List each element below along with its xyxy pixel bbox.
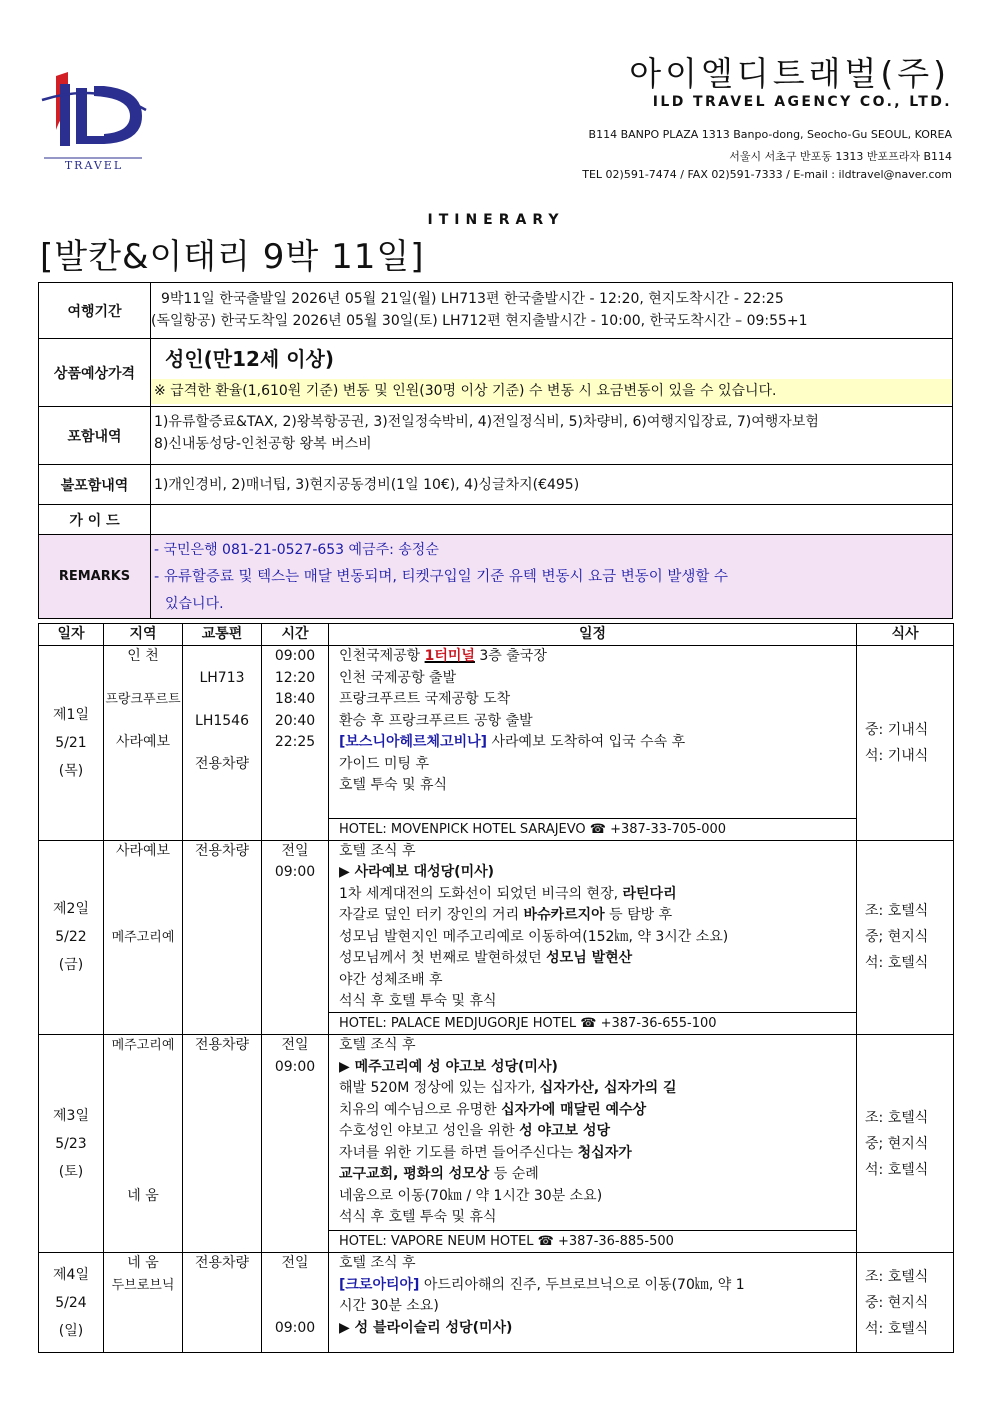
plan-text: 자갈로 덮인 터키 장인의 거리 bbox=[339, 907, 524, 923]
transport-name: 전용차량 bbox=[194, 755, 250, 772]
day-label: 제4일 bbox=[53, 1266, 89, 1283]
header-meal: 식사 bbox=[857, 624, 954, 646]
transport-name bbox=[183, 1121, 261, 1143]
header-plan: 일정 bbox=[329, 624, 857, 646]
excluded-text: 1)개인경비, 2)매너팁, 3)현지공동경비(1일 10€), 4)싱글차지(€495) bbox=[154, 476, 580, 493]
time-value: 18:40 bbox=[274, 691, 316, 707]
period-row bbox=[39, 283, 953, 339]
company-name-korean: 아이엘디트래벌(주) bbox=[629, 54, 950, 93]
day-cell bbox=[39, 646, 104, 841]
schedule-body bbox=[39, 646, 954, 1353]
meal-item: 조: 호텔식 bbox=[865, 1268, 929, 1285]
plan-highlight: 성모님 발현산 bbox=[546, 950, 633, 966]
region-name bbox=[104, 1296, 182, 1318]
plan-line bbox=[329, 732, 856, 754]
remarks-line-1: - 국민은행 081-21-0527-653 예금주: 송정순 bbox=[154, 542, 439, 558]
time-value bbox=[262, 797, 328, 819]
time-value bbox=[262, 905, 328, 927]
meal-item: 조: 호텔식 bbox=[865, 903, 929, 920]
region-name bbox=[104, 884, 182, 906]
region-name: 네 움 bbox=[127, 1255, 159, 1271]
region-name bbox=[104, 797, 182, 819]
plan-line bbox=[329, 884, 856, 906]
plan-text: 성모님 발현지인 메주고리예로 이동하여(152㎞, 약 3시간 소요) bbox=[339, 928, 729, 945]
day-label: (일) bbox=[58, 1322, 84, 1339]
time-value: 전일 bbox=[281, 842, 309, 859]
region-name bbox=[104, 905, 182, 927]
price-notice: ※ 급격한 환율(1,610원 기준) 변동 및 인원(30명 이상 기준) 수 변동 시 요금변동이 있을 수 있습니다. bbox=[151, 379, 952, 404]
plan-text: 등 탐방 후 bbox=[604, 907, 673, 923]
plan-text: 가이드 미팅 후 bbox=[339, 755, 430, 772]
transport-name bbox=[183, 1296, 261, 1318]
transport-name bbox=[183, 927, 261, 949]
time-value: 전일 bbox=[281, 1255, 309, 1271]
plan-line bbox=[329, 668, 856, 690]
time-value bbox=[262, 1078, 328, 1100]
logo-subtext: TRAVEL bbox=[64, 159, 124, 172]
schedule-day-row bbox=[39, 1035, 954, 1253]
transport-name: LH1546 bbox=[195, 712, 249, 729]
plan-text: 치유의 예수님으로 유명한 bbox=[339, 1101, 502, 1118]
plan-text: 석식 후 호텔 투숙 및 휴식 bbox=[339, 993, 497, 1009]
plan-line bbox=[329, 1035, 856, 1057]
time-value: 20:40 bbox=[274, 712, 316, 729]
plan-highlight: ▶ 성 블라이슬리 성당(미사) bbox=[339, 1319, 513, 1336]
included-line-1: 1)유류할증료&TAX, 2)왕복항공권, 3)전일정숙박비, 4)전일정식비, 5)차량비, 6)여행지입장료, 7)여행자보험 bbox=[154, 414, 819, 430]
plan-line bbox=[329, 1253, 856, 1275]
region-name bbox=[104, 948, 182, 970]
region-cell bbox=[104, 1253, 183, 1353]
time-cell bbox=[262, 1253, 329, 1353]
plan-line bbox=[329, 948, 856, 970]
time-value bbox=[262, 754, 328, 776]
transport-name bbox=[183, 1078, 261, 1100]
time-value bbox=[262, 775, 328, 797]
meal-cell bbox=[857, 646, 954, 841]
plan-text: 네움으로 이동(70㎞ / 약 1시간 30분 소요) bbox=[339, 1187, 603, 1204]
transport-cell bbox=[183, 840, 262, 1035]
transport-name bbox=[183, 884, 261, 906]
time-cell bbox=[262, 1035, 329, 1253]
plan-highlight: ▶ 사라예보 대성당(미사) bbox=[339, 864, 495, 880]
region-name bbox=[104, 668, 182, 690]
plan-highlight: 십자가에 매달린 예수상 bbox=[501, 1101, 647, 1118]
plan-line bbox=[329, 1207, 856, 1229]
plan-line bbox=[329, 841, 856, 863]
time-value bbox=[262, 970, 328, 992]
transport-name bbox=[183, 862, 261, 884]
guide-row bbox=[39, 505, 953, 535]
plan-text: 사라예보 도착하여 입국 수속 후 bbox=[487, 734, 686, 750]
region-name bbox=[104, 991, 182, 1013]
page-title: [발칸&이태리 9박 11일] bbox=[40, 237, 425, 277]
meal-item: 석: 호텔식 bbox=[865, 1161, 929, 1178]
plan-text: 야간 성체조배 후 bbox=[339, 971, 443, 988]
trip-info-table bbox=[38, 282, 953, 619]
period-label: 여행기간 bbox=[39, 283, 151, 339]
meal-cell bbox=[857, 1035, 954, 1253]
price-label: 상품예상가격 bbox=[39, 339, 151, 407]
hotel-info: HOTEL: MOVENPICK HOTEL SARAJEVO ☎ +387-33-705-000 bbox=[329, 818, 856, 840]
plan-cell bbox=[329, 646, 857, 841]
day-label: 5/24 bbox=[55, 1294, 87, 1311]
plan-text: 인천 국제공항 출발 bbox=[339, 669, 457, 686]
day-label: (목) bbox=[58, 762, 84, 779]
region-name bbox=[104, 775, 182, 797]
region-name: 메주고리예 bbox=[111, 929, 175, 945]
region-name bbox=[104, 970, 182, 992]
plan-terminal: 1터미널 bbox=[424, 648, 475, 664]
company-address-english: B114 BANPO PLAZA 1313 Banpo-dong, Seocho-Gu SEOUL, KOREA bbox=[588, 128, 952, 141]
meal-cell bbox=[857, 1253, 954, 1353]
meal-cell bbox=[857, 840, 954, 1035]
included-row bbox=[39, 407, 953, 465]
schedule-day-row bbox=[39, 646, 954, 841]
time-value bbox=[262, 1296, 328, 1318]
region-name bbox=[104, 1057, 182, 1079]
plan-line bbox=[329, 1121, 856, 1143]
remarks-line-2: - 유류할증료 및 텍스는 매달 변동되며, 티켓구입일 기준 유텍 변동시 요금 변동이 발생할 수 bbox=[154, 569, 729, 585]
time-cell bbox=[262, 840, 329, 1035]
transport-name bbox=[183, 1100, 261, 1122]
region-name bbox=[104, 1164, 182, 1186]
transport-name bbox=[183, 1143, 261, 1165]
remarks-label: REMARKS bbox=[39, 535, 151, 619]
region-name bbox=[104, 754, 182, 776]
transport-name bbox=[183, 1186, 261, 1208]
plan-highlight: 바슈카르지아 bbox=[523, 907, 605, 923]
plan-text: 호텔 조식 후 bbox=[339, 1037, 416, 1053]
meal-item: 석: 호텔식 bbox=[865, 955, 929, 972]
hotel-info: HOTEL: VAPORE NEUM HOTEL ☎ +387-36-885-500 bbox=[329, 1230, 856, 1252]
guide-label: 가 이 드 bbox=[39, 505, 151, 535]
plan-text: 성모님께서 첫 번째로 발현하셨던 bbox=[339, 950, 547, 966]
meal-item: 석: 기내식 bbox=[865, 747, 929, 764]
plan-country-label: [보스니아헤르체고비나] bbox=[339, 734, 488, 750]
company-contact: TEL 02)591-7474 / FAX 02)591-7333 / E-mail : ildtravel@naver.com bbox=[582, 168, 952, 181]
transport-name bbox=[183, 775, 261, 797]
transport-name: 전용차량 bbox=[194, 842, 250, 859]
plan-lines bbox=[329, 1253, 856, 1339]
time-value: 09:00 bbox=[274, 864, 316, 880]
ild-logo bbox=[38, 70, 150, 172]
plan-line bbox=[329, 689, 856, 711]
plan-line bbox=[329, 905, 856, 927]
time-value bbox=[262, 1121, 328, 1143]
plan-cell bbox=[329, 1035, 857, 1253]
plan-lines bbox=[329, 1035, 856, 1229]
region-name: 네 움 bbox=[127, 1187, 159, 1204]
region-name: 프랑크푸르트 bbox=[105, 692, 181, 707]
region-name bbox=[104, 711, 182, 733]
region-name bbox=[104, 1318, 182, 1340]
day-label: 5/23 bbox=[55, 1135, 87, 1152]
region-cell bbox=[104, 646, 183, 841]
plan-line bbox=[329, 1275, 856, 1297]
plan-text: 호텔 투숙 및 휴식 bbox=[339, 777, 448, 793]
plan-line bbox=[329, 862, 856, 884]
schedule-day-row bbox=[39, 840, 954, 1035]
header-time: 시간 bbox=[262, 624, 329, 646]
plan-highlight: 교구교회, 평화의 성모상 bbox=[339, 1166, 490, 1182]
plan-line bbox=[329, 1296, 856, 1318]
transport-name bbox=[183, 646, 261, 668]
transport-cell bbox=[183, 646, 262, 841]
included-line-2: 8)신내동성당-인천공항 왕복 버스비 bbox=[154, 436, 372, 452]
plan-highlight: 십자가산, 십자가의 길 bbox=[539, 1080, 677, 1096]
transport-cell bbox=[183, 1253, 262, 1353]
plan-line bbox=[329, 1100, 856, 1122]
plan-line bbox=[329, 927, 856, 949]
period-line-2: (독일항공) 한국도착일 2026년 05월 30일(토) LH712편 현지출발시간 - 10:00, 한국도착시간 – 09:55+1 bbox=[151, 313, 808, 329]
region-cell bbox=[104, 1035, 183, 1253]
transport-name bbox=[183, 1275, 261, 1297]
transport-name bbox=[183, 1318, 261, 1340]
itinerary-label: ITINERARY bbox=[427, 212, 565, 228]
plan-text: 호텔 조식 후 bbox=[339, 842, 416, 859]
meal-item: 석: 호텔식 bbox=[865, 1320, 929, 1337]
plan-line bbox=[329, 754, 856, 776]
transport-name bbox=[183, 905, 261, 927]
day-label: (금) bbox=[58, 957, 84, 974]
transport-name bbox=[183, 732, 261, 754]
plan-line bbox=[329, 646, 856, 668]
hotel-info: HOTEL: PALACE MEDJUGORJE HOTEL ☎ +387-36-655-100 bbox=[329, 1012, 856, 1034]
plan-line bbox=[329, 775, 856, 797]
region-name bbox=[104, 1013, 182, 1035]
region-name bbox=[104, 1100, 182, 1122]
plan-text: 환승 후 프랑크푸르트 공항 출발 bbox=[339, 712, 533, 729]
plan-line bbox=[329, 1164, 856, 1186]
region-name bbox=[104, 1078, 182, 1100]
region-cell bbox=[104, 840, 183, 1035]
day-label: 제1일 bbox=[53, 706, 89, 723]
plan-text: 아드리아해의 진주, 두브로브닉으로 이동(70㎞, 약 1 bbox=[419, 1276, 745, 1293]
price-title: 성인(만12세 이상) bbox=[165, 347, 334, 371]
meal-item: 중; 현지식 bbox=[865, 1135, 929, 1152]
schedule-header-row bbox=[39, 624, 954, 646]
time-cell bbox=[262, 646, 329, 841]
plan-country-label: [크로아티아] bbox=[339, 1276, 420, 1293]
day-cell bbox=[39, 1035, 104, 1253]
time-value bbox=[262, 1275, 328, 1297]
time-value bbox=[262, 1143, 328, 1165]
excluded-label: 불포함내역 bbox=[39, 465, 151, 505]
time-value bbox=[262, 1164, 328, 1186]
transport-name bbox=[183, 1013, 261, 1035]
region-name: 사라예보 bbox=[115, 842, 171, 859]
meal-item: 중: 현지식 bbox=[865, 1294, 929, 1311]
time-value bbox=[262, 927, 328, 949]
plan-line bbox=[329, 1318, 856, 1340]
plan-text: 1차 세계대전의 도화선이 되었던 비극의 현장, bbox=[339, 885, 623, 902]
plan-text: 수호성인 야보고 성인을 위한 bbox=[339, 1123, 520, 1139]
region-name bbox=[104, 1207, 182, 1229]
time-value bbox=[262, 1186, 328, 1208]
time-value: 전일 bbox=[281, 1037, 309, 1053]
meal-item: 조: 호텔식 bbox=[865, 1109, 929, 1126]
time-value bbox=[262, 991, 328, 1013]
time-value: 09:00 bbox=[274, 1319, 316, 1336]
transport-name: LH713 bbox=[199, 669, 245, 686]
schedule-day-row bbox=[39, 1253, 954, 1353]
plan-lines bbox=[329, 646, 856, 797]
transport-name bbox=[183, 797, 261, 819]
plan-text: 인천국제공항 bbox=[339, 648, 425, 664]
plan-cell bbox=[329, 840, 857, 1035]
meal-item: 중: 기내식 bbox=[865, 721, 929, 738]
time-value bbox=[262, 948, 328, 970]
day-cell bbox=[39, 840, 104, 1035]
transport-name bbox=[183, 818, 261, 840]
schedule-table bbox=[38, 623, 954, 1353]
plan-line bbox=[329, 1078, 856, 1100]
time-value: 09:00 bbox=[274, 1058, 316, 1075]
plan-text: 프랑크푸르트 국제공항 도착 bbox=[339, 691, 511, 707]
day-cell bbox=[39, 1253, 104, 1353]
plan-line bbox=[329, 970, 856, 992]
time-value bbox=[262, 884, 328, 906]
time-value: 22:25 bbox=[274, 734, 316, 750]
header-transport: 교통편 bbox=[183, 624, 262, 646]
region-name bbox=[104, 818, 182, 840]
region-name: 메주고리예 bbox=[111, 1038, 175, 1053]
plan-line bbox=[329, 1186, 856, 1208]
meal-item: 중; 현지식 bbox=[865, 929, 929, 946]
plan-highlight: ▶ 메주고리예 성 야고보 성당(미사) bbox=[339, 1058, 558, 1075]
company-name-english: ILD TRAVEL AGENCY CO., LTD. bbox=[652, 94, 952, 110]
time-value: 12:20 bbox=[274, 669, 316, 686]
transport-name bbox=[183, 970, 261, 992]
region-name: 두브로브닉 bbox=[111, 1277, 175, 1293]
region-name bbox=[104, 1121, 182, 1143]
day-label: (토) bbox=[58, 1163, 84, 1180]
plan-text: 호텔 조식 후 bbox=[339, 1255, 416, 1271]
transport-name bbox=[183, 948, 261, 970]
time-value: 09:00 bbox=[274, 648, 316, 664]
transport-name bbox=[183, 1164, 261, 1186]
region-name: 인 천 bbox=[127, 648, 159, 664]
transport-name: 전용차량 bbox=[194, 1037, 250, 1053]
plan-text: 자녀를 위한 기도를 하면 들어주신다는 bbox=[339, 1144, 578, 1161]
transport-name bbox=[183, 991, 261, 1013]
transport-cell bbox=[183, 1035, 262, 1253]
transport-name: 전용차량 bbox=[194, 1255, 250, 1271]
included-label: 포함내역 bbox=[39, 407, 151, 465]
remarks-row bbox=[39, 535, 953, 619]
transport-name bbox=[183, 1207, 261, 1229]
remarks-line-3: 있습니다. bbox=[165, 596, 224, 612]
time-value bbox=[262, 1100, 328, 1122]
day-label: 5/22 bbox=[55, 929, 87, 946]
region-name bbox=[104, 862, 182, 884]
company-address-korean: 서울시 서초구 반포동 1313 반포프라자 B114 bbox=[729, 150, 952, 163]
price-row bbox=[39, 339, 953, 407]
plan-text: 시간 30분 소요) bbox=[339, 1298, 439, 1314]
header-region: 지역 bbox=[104, 624, 183, 646]
plan-text: 석식 후 호텔 투숙 및 휴식 bbox=[339, 1209, 497, 1225]
plan-line bbox=[329, 1057, 856, 1079]
plan-highlight: 청십자가 bbox=[577, 1144, 632, 1161]
plan-text: 해발 520M 정상에 있는 십자가, bbox=[339, 1080, 540, 1096]
period-line-1: 9박11일 한국출발일 2026년 05월 21일(월) LH713편 한국출발시간 - 12:20, 현지도착시간 - 22:25 bbox=[161, 291, 784, 307]
plan-line bbox=[329, 991, 856, 1013]
excluded-row bbox=[39, 465, 953, 505]
plan-line bbox=[329, 1143, 856, 1165]
header-day: 일자 bbox=[39, 624, 104, 646]
region-name bbox=[104, 1143, 182, 1165]
plan-text: 3층 출국장 bbox=[474, 648, 547, 664]
day-label: 제2일 bbox=[53, 901, 89, 918]
transport-name bbox=[183, 1057, 261, 1079]
plan-highlight: 라틴다리 bbox=[622, 885, 677, 902]
region-name: 사라예보 bbox=[115, 734, 171, 750]
plan-cell bbox=[329, 1253, 857, 1353]
day-label: 5/21 bbox=[55, 734, 87, 751]
plan-line bbox=[329, 711, 856, 733]
guide-value bbox=[151, 505, 953, 535]
plan-text: 등 순례 bbox=[489, 1166, 539, 1182]
day-label: 제3일 bbox=[53, 1107, 89, 1124]
plan-highlight: 성 야고보 성당 bbox=[519, 1123, 610, 1139]
transport-name bbox=[183, 689, 261, 711]
plan-lines bbox=[329, 841, 856, 1013]
